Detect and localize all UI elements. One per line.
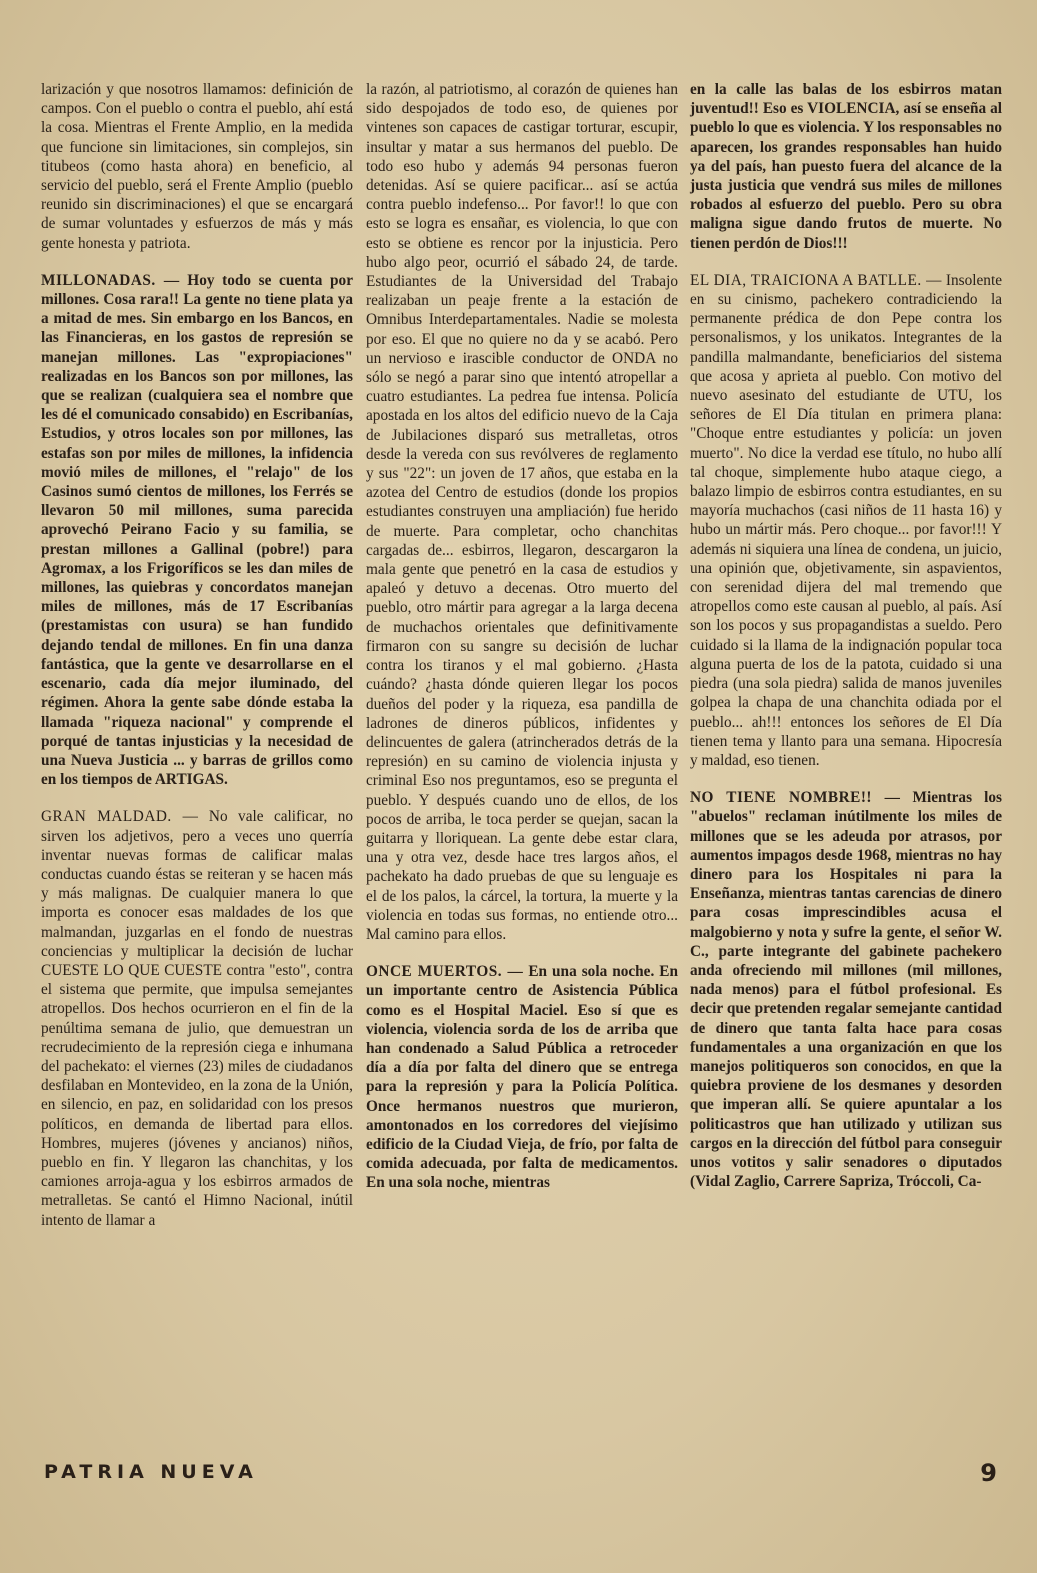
article-el-dia <box>690 271 1002 770</box>
paragraph-text: en la calle las balas de los esbirros matan juventud!! Eso es VIOLENCIA, así se enseña al pueblo lo que es violencia. Y los responsables no aparecen, los grandes responsables han huido ya del país, han puesto fuera del alcance de la justa justicia que vendrá sus miles de millones robados al esfuerzo del pueblo. Pero su obra maligna sigue dando frutos de muerte. No tienen perdón de Dios!!! <box>690 81 1002 252</box>
article-no-tiene-nombre <box>690 788 1002 1191</box>
page-footer <box>44 1461 997 1491</box>
article-heading: NO TIENE NOMBRE!! — <box>690 789 901 807</box>
article-gran-maldad <box>41 807 353 1229</box>
column-2 <box>366 80 678 1211</box>
article-heading: EL DIA, TRAICIONA A BATLLE. — <box>690 271 942 289</box>
article-continuation <box>41 80 353 253</box>
paragraph-text: No vale calificar, no sirven los adjetivos, pero a veces uno querría inventar nuevas formas de calificar malas conductas cuando éstas se reiteran y se hacen más y más malignas. De cualquier manera lo que importa es conocer esas maldades de los que malmandan, juzgarlas en el fondo de nuestras conciencias y multiplicar la decisión de luchar CUESTE LO QUE CUESTE contra "esto", contra el sistema que permite, que impulsa semejantes atropellos. Dos hechos ocurrieron en el fin de la penúltima semana de julio, que demuestran un recrudecimiento de la represión ciega e inhumana del pachekato: el viernes (23) miles de ciudadanos desfilaban en Montevideo, en la zona de la Unión, en silencio, en paz, en solidaridad con los presos políticos, en demanda de libertad para ellos. Hombres, mujeres (jóvenes y ancianos) niños, pueblo en fin. Y llegaron las chanchitas, y los camiones arroja-agua y los esbirros armados de metralletas. Se cantó el Himno Nacional, inútil intento de llamar a <box>41 808 354 1229</box>
paragraph-text: larización y que nosotros llamamos: definición de campos. Con el pueblo o contra el pueblo, ahí está la cosa. Mientras el Frente Amplio, en la medida que funcione sin limitaciones, sin complejos, sin titubeos (como hasta ahora) en beneficio, al servicio del pueblo, será el Frente Amplio (pueblo reunido sin discriminaciones) el que se encargará de sumar voluntades y esfuerzos de más y más gente honesta y patriota. <box>41 81 353 252</box>
paragraph-text: En una sola noche. En un importante centro de Asistencia Pública como es el Hospital Maciel. Eso sí que es violencia, violencia sorda de los de arriba que han condenado a Salud Pública a retroceder día a día por falta del dinero que se entrega para la represión y para la Policía Política. Once hermanos nuestros que murieron, amontonados en los corredores del viejísimo edificio de la Ciudad Vieja, de frío, por falta de comida adecuada, por falta de medicamentos. En una sola noche, mientras <box>366 963 678 1192</box>
article-heading: GRAN MALDAD. — <box>41 808 199 826</box>
paragraph-text: Hoy todo se cuenta por millones. Cosa rara!! La gente no tiene plata ya a mitad de mes. Sin embargo en los Bancos, en las Financieras, en los gastos de represión se manejan millones. Las "expropiaciones" realizadas en los Bancos son por millones, las que se realizan (cualquiera sea el nombre que les dé el comunicado consabido) en Escribanías, Estudios, y otros locales son por millones, las estafas son por miles de millones, la infidencia movió miles de millones, el "relajo" de los Casinos sumó cientos de millones, los Ferrés se llevaron 50 mil millones, suma parecida aprovechó Peirano Facio y su familia, se prestan millones a Gallinal (pobre!) para Agromax, a los Frigoríficos se les dan miles de millones, las quiebras y concordatos manejan miles de millones, más de 17 Escribanías (prestamistas con usura) se han fundido dejando tendal de millones. En fin una danza fantástica, que la gente ve desarrollarse en el escenario, cada día mejor iluminado, del régimen. Ahora la gente sabe dónde estaba la llamada "riqueza nacional" y comprende el porqué de tantas injusticias y la necesidad de una Nueva Justicia ... y barras de grillos como en los tiempos de ARTIGAS. <box>41 271 353 789</box>
magazine-masthead: PATRIA NUEVA <box>44 1461 258 1483</box>
article-continuation <box>690 80 1002 253</box>
column-3 <box>690 80 1002 1209</box>
article-heading: MILLONADAS. — <box>41 271 180 289</box>
paragraph-text: la razón, al patriotismo, al corazón de quienes han sido despojados de todo eso, de quienes por vintenes son capaces de castigar torturar, escupir, insultar y matar a sus hermanos del pueblo. De todo eso hubo y además 94 personas fueron detenidas. Así se quiere pacificar... así se actúa contra pueblo indefenso... Por favor!! lo que con esto se logra es ensañar, es violencia, lo que con esto se obtiene es rencor por la injusticia. Pero hubo algo peor, ocurrió el sábado 24, de tarde. Estudiantes de la Universidad del Trabajo realizaban un peaje frente a la estación de Omnibus Interdepartamentales. Nadie se molesta por eso. El que no quiere no da y se acabó. Pero un nervioso e irascible conductor de ONDA no sólo se negó a parar sino que intentó atropellar a cuatro estudiantes. La pedrea fue intensa. Policía apostada en los altos del edificio nuevo de la Caja de Jubilaciones disparó sus metralletas, otros desde la vereda con sus revólveres de reglamento y sus "22": un joven de 17 años, que estaba en la azotea del Centro de estudios (donde los propios estudiantes construyen una ampliación) fue herido de muerte. Para completar, ocho chanchitas cargadas de... esbirros, llegaron, descargaron la mala gente que penetró en la casa de estudios y apaleó y detuvo a decenas. Otro muerto del pueblo, otro mártir para agregar a la larga decena de muchachos orientales que definitivamente firmaron con su sangre su decisión de luchar contra los tiranos y el mal gobierno. ¿Hasta cuándo? ¿hasta dónde quieren llegar los pocos dueños del poder y la riqueza, esa pandilla de ladrones de dineros públicos, infidentes y delincuentes de galera (atrincherados detrás de la represión) en su camino de violencia injusta y criminal Eso nos preguntamos, eso se pregunta el pueblo. Y después cuando uno de ellos, de los pocos de arriba, le toca perder se quejan, sacan la guitarra y lloriquean. La gente debe estar clara, una y otra vez, desde hace tres largos años, el pachekato ha dado pruebas de que su lenguaje es el de los palos, la cárcel, la tortura, la muerte y la violencia en todas sus formas, no entiende otro... Mal camino para ellos. <box>366 81 678 943</box>
page-number: 9 <box>980 1459 997 1487</box>
article-continuation <box>366 80 678 944</box>
article-heading: ONCE MUERTOS. — <box>366 963 524 981</box>
article-once-muertos <box>366 962 678 1192</box>
article-millonadas <box>41 271 353 789</box>
column-1 <box>41 80 353 1248</box>
paragraph-text: Insolente en su cinismo, pachekero contradiciendo la permanente prédica de don Pepe contra los personalismos, y los unikatos. Integrantes de la pandilla malmandante, beneficiarios del sistema que acosa y aprieta al pueblo. Con motivo del nuevo asesinato del estudiante de UTU, los señores de El Día titulan en primera plana: "Choque entre estudiantes y policía: un joven muerto". No dice la verdad ese título, no hubo allí tal choque, simplemente hubo ataque ciego, a balazo limpio de esbirros contra estudiantes, en su mayoría muchachos (casi niños de 11 hasta 16) y hubo un mártir más. Pero choque... por favor!!! Y además ni siquiera una línea de condena, un juicio, una opinión que, objetivamente, sin aspavientos, con serenidad dijera del mal tremendo que atropellos como este causan al pueblo, al país. Así son los pocos y sus propagandistas a sueldo. Pero cuidado si la llama de la indignación popular toca alguna puerta de los de la patota, cuidado si una piedra (una sola piedra) salida de manos juveniles golpea la chapa de una chanchita odiada por el pueblo... ah!!! entonces los señores de El Día tienen tema y llanto para una semana. Hipocresía y maldad, eso tienen. <box>690 271 1002 769</box>
paragraph-text: Mientras los "abuelos" reclaman inútilmente los miles de millones que se les adeuda por atrasos, por aumentos impagos desde 1968, mientras no hay dinero para los Hospitales ni para la Enseñanza, mientras tantas carencias de dinero para cosas imprescindibles acusa el malgobierno y nota y sufre la gente, el señor W. C., parte integrante del gabinete pachekero anda ofreciendo mil millones (mil millones, nada menos) para el fútbol profesional. Es decir que pretenden regalar semejante cantidad de dinero que tanta falta hace para cosas fundamentales a una organización en que los manejos politiqueros son conocidos, en que la quiebra proviene de los desmanes y desorden que imperan allí. Se quiere apuntalar a los politicastros que han utilizado y utilizan sus cargos en la dirección del fútbol para conseguir unos votitos y salir senadores o diputados (Vidal Zaglio, Carrere Sapriza, Tróccoli, Ca- <box>690 789 1002 1191</box>
